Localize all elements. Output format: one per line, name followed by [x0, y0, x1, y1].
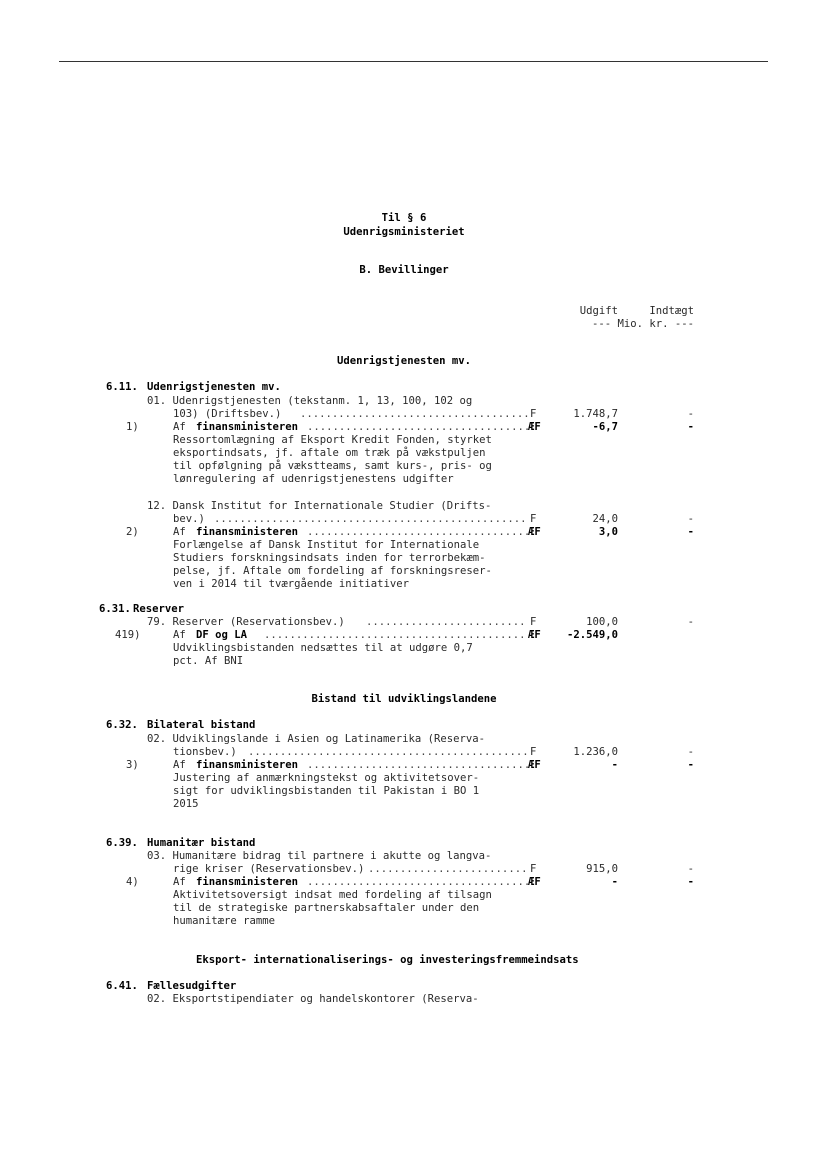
note-ref-419: 419)	[115, 629, 141, 641]
note-2-indtaegt: -	[687, 526, 694, 538]
account-02-udgift: 1.236,0	[573, 746, 618, 758]
note-3-text-line: sigt for udviklingsbistanden til Pakistan i BO 1	[173, 785, 480, 797]
doc-title-ministry: Udenrigsministeriet	[343, 226, 465, 238]
section-title-631: Reserver	[133, 603, 185, 615]
account-79-line1: 79. Reserver (Reservationsbev.)	[147, 616, 345, 628]
account-03-udgift: 915,0	[586, 863, 618, 875]
note-3-text-line: Justering af anmærkningstekst og aktivitetsover-	[173, 772, 480, 784]
note-ref-1: 1)	[126, 421, 139, 433]
section-number-632: 6.32.	[106, 719, 138, 731]
section-title-632: Bilateral bistand	[147, 719, 256, 731]
section-number-611: 6.11.	[106, 381, 138, 393]
leader-dots	[264, 629, 528, 642]
account-02-code: F	[530, 746, 537, 758]
note-2-code: ÆF	[528, 526, 541, 538]
column-header-udgift: Udgift	[579, 305, 618, 317]
note-419-af: Af	[173, 629, 186, 641]
heading-udenrigstjenesten: Udenrigstjenesten mv.	[337, 355, 471, 367]
leader-dots	[368, 863, 528, 876]
section-title-639: Humanitær bistand	[147, 837, 256, 849]
note-419-udgift: -2.549,0	[566, 629, 618, 641]
account-12-udgift: 24,0	[592, 513, 618, 525]
account-12-line2: bev.)	[173, 513, 205, 525]
note-1-af: Af	[173, 421, 186, 433]
leader-dots	[307, 421, 528, 434]
note-2-text-line: pelse, jf. Aftale om fordeling af forskningsreser-	[173, 565, 492, 577]
note-3-proposer: finansministeren	[196, 759, 299, 771]
header-rule	[59, 61, 768, 62]
note-1-text-line: lønregulering af udenrigstjenestens udgifter	[173, 473, 454, 485]
note-3-code: ÆF	[528, 759, 541, 771]
note-4-udgift: -	[611, 876, 618, 888]
account-79-indtaegt: -	[687, 616, 694, 628]
note-1-text-line: eksportindsats, jf. aftale om træk på vækstpuljen	[173, 447, 486, 459]
note-3-af: Af	[173, 759, 186, 771]
section-number-641: 6.41.	[106, 980, 138, 992]
account-01-indtaegt: -	[687, 408, 694, 420]
column-header-unit: --- Mio. kr. ---	[591, 318, 694, 330]
account-12-indtaegt: -	[687, 513, 694, 525]
account-01-code: F	[530, 408, 537, 420]
note-419-text-line: Udviklingsbistanden nedsættes til at udgøre 0,7	[173, 642, 473, 654]
note-419-proposer: DF og LA	[196, 629, 248, 641]
account-12-code: F	[530, 513, 537, 525]
note-4-text-line: Aktivitetsoversigt indsat med fordeling af tilsagn	[173, 889, 492, 901]
note-1-udgift: -6,7	[592, 421, 618, 433]
account-03-code: F	[530, 863, 537, 875]
note-ref-3: 3)	[126, 759, 139, 771]
leader-dots	[214, 513, 528, 526]
note-4-text-line: humanitære ramme	[173, 915, 276, 927]
note-4-af: Af	[173, 876, 186, 888]
section-title: B. Bevillinger	[359, 264, 449, 276]
account-79-code: F	[530, 616, 537, 628]
account-03-line1: 03. Humanitære bidrag til partnere i akutte og langva-	[147, 850, 492, 862]
leader-dots	[307, 526, 528, 539]
heading-bistand: Bistand til udviklingslandene	[311, 693, 497, 705]
note-3-indtaegt: -	[687, 759, 694, 771]
note-1-proposer: finansministeren	[196, 421, 299, 433]
account-641-02-line1: 02. Eksportstipendiater og handelskontorer (Reserva-	[147, 993, 479, 1005]
note-ref-2: 2)	[126, 526, 139, 538]
account-02-line1: 02. Udviklingslande i Asien og Latinamerika (Reserva-	[147, 733, 486, 745]
leader-dots	[300, 408, 528, 421]
column-header-indtaegt: Indtægt	[649, 305, 694, 317]
account-01-line2: 103) (Driftsbev.)	[173, 408, 282, 420]
note-1-code: ÆF	[528, 421, 541, 433]
leader-dots	[307, 759, 528, 772]
note-3-text-line: 2015	[173, 798, 199, 810]
note-1-text-line: Ressortomlægning af Eksport Kredit Fonden, styrket	[173, 434, 492, 446]
account-01-udgift: 1.748,7	[573, 408, 618, 420]
note-ref-4: 4)	[126, 876, 139, 888]
account-03-line2: rige kriser (Reservationsbev.)	[173, 863, 365, 875]
doc-title-paragraph: Til § 6	[381, 212, 427, 224]
account-03-indtaegt: -	[687, 863, 694, 875]
note-3-udgift: -	[611, 759, 618, 771]
note-4-code: ÆF	[528, 876, 541, 888]
leader-dots	[366, 616, 528, 629]
leader-dots	[307, 876, 528, 889]
heading-eksport: Eksport- internationaliserings- og investeringsfremmeindsats	[196, 954, 579, 966]
section-number-631: 6.31.	[99, 603, 131, 615]
section-title-611: Udenrigstjenesten mv.	[147, 381, 281, 393]
note-2-text-line: ven i 2014 til tværgående initiativer	[173, 578, 409, 590]
note-2-text-line: Forlængelse af Dansk Institut for Internationale	[173, 539, 480, 551]
account-01-line1: 01. Udenrigstjenesten (tekstanm. 1, 13, 100, 102 og	[147, 395, 473, 407]
note-2-proposer: finansministeren	[196, 526, 299, 538]
note-4-indtaegt: -	[687, 876, 694, 888]
note-419-code: ÆF	[528, 629, 541, 641]
note-2-udgift: 3,0	[598, 526, 618, 538]
section-title-641: Fællesudgifter	[147, 980, 237, 992]
section-number-639: 6.39.	[106, 837, 138, 849]
account-79-udgift: 100,0	[586, 616, 618, 628]
account-02-indtaegt: -	[687, 746, 694, 758]
note-1-text-line: til opfølgning på vækstteams, samt kurs-, pris- og	[173, 460, 492, 472]
note-4-text-line: til de strategiske partnerskabsaftaler under den	[173, 902, 480, 914]
account-12-line1: 12. Dansk Institut for Internationale Studier (Drifts-	[147, 500, 492, 512]
note-4-proposer: finansministeren	[196, 876, 299, 888]
note-2-af: Af	[173, 526, 186, 538]
account-02-line2: tionsbev.)	[173, 746, 237, 758]
leader-dots	[248, 746, 528, 759]
note-419-text-line: pct. Af BNI	[173, 655, 244, 667]
note-1-indtaegt: -	[687, 421, 694, 433]
note-2-text-line: Studiers forskningsindsats inden for terrorbekæm-	[173, 552, 486, 564]
